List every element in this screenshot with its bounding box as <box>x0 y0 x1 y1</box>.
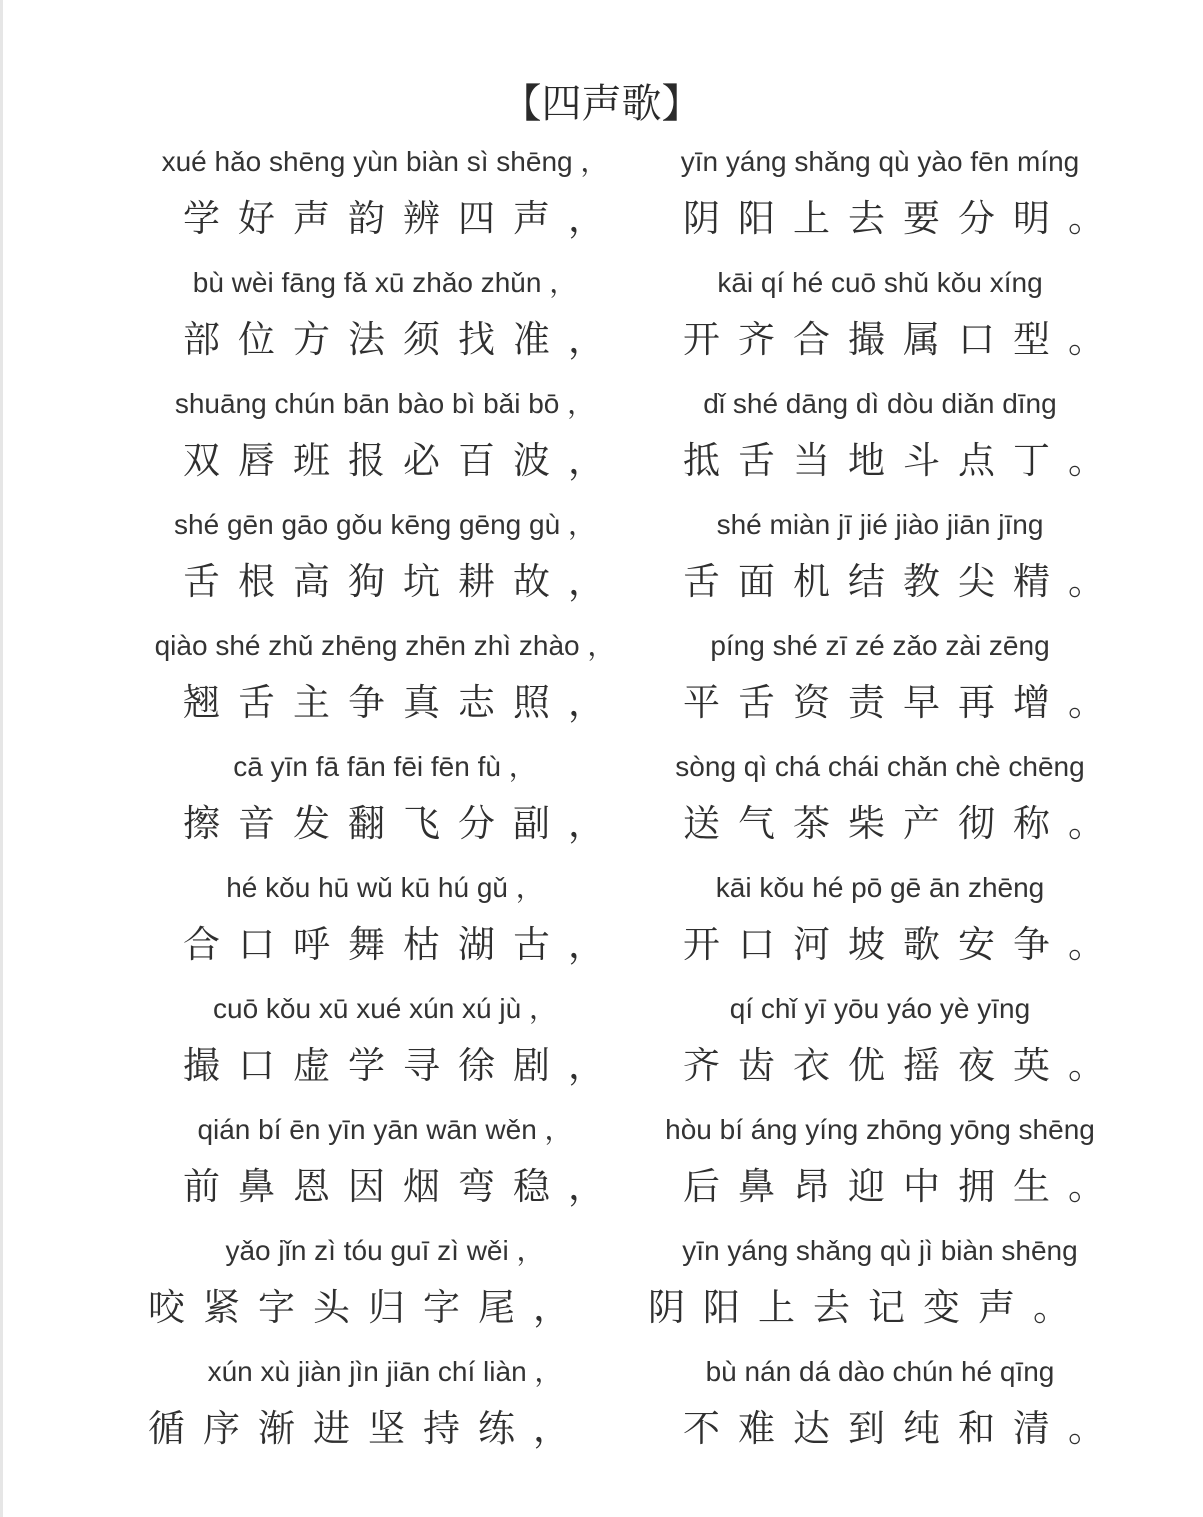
pinyin-left: shé gēn gāo gǒu kēng gēng gù ， <box>174 509 596 540</box>
verse-line <box>0 142 1203 263</box>
pinyin-right: hòu bí áng yíng zhōng yōng shēng <box>665 1114 1095 1145</box>
hanzi-left: 翘舌主争真志照， <box>183 682 623 723</box>
hanzi-left: 撮口虚学寻徐剧， <box>183 1045 623 1086</box>
verse-line <box>0 868 1203 989</box>
pinyin-left: yǎo jǐn zì tóu guī zì wěi ， <box>225 1235 545 1266</box>
pinyin-left: hé kǒu hū wǔ kū hú gǔ ， <box>226 872 544 903</box>
verse-line <box>0 1110 1203 1231</box>
poem-title: 【四声歌】 <box>501 82 702 126</box>
pinyin-right: sòng qì chá chái chǎn chè chēng <box>675 751 1085 782</box>
hanzi-left: 学好声韵辨四声， <box>183 198 623 239</box>
pinyin-right: yīn yáng shǎng qù yào fēn míng <box>680 146 1080 177</box>
hanzi-right: 舌面机结教尖精。 <box>683 561 1123 602</box>
hanzi-left: 擦音发翻飞分副， <box>183 803 623 844</box>
pinyin-left: shuāng chún bān bào bì bǎi bō ， <box>174 388 596 419</box>
pinyin-right: bù nán dá dào chún hé qīng <box>705 1356 1055 1387</box>
hanzi-left: 部位方法须找准， <box>183 319 623 360</box>
pinyin-right: yīn yáng shǎng qù jì biàn shēng <box>682 1235 1078 1266</box>
hanzi-right: 平舌资责早再增。 <box>683 682 1123 723</box>
pinyin-left: qiào shé zhǔ zhēng zhēn zhì zhào ， <box>154 630 616 661</box>
verse-line <box>0 626 1203 747</box>
pinyin-left: xué hǎo shēng yùn biàn sì shēng ， <box>161 146 609 177</box>
pinyin-right: qí chǐ yī yōu yáo yè yīng <box>729 993 1031 1024</box>
hanzi-left: 前鼻恩因烟弯稳， <box>183 1166 623 1207</box>
hanzi-left: 舌根高狗坑耕故， <box>183 561 623 602</box>
hanzi-right: 后鼻昂迎中拥生。 <box>683 1166 1123 1207</box>
verse-line <box>0 384 1203 505</box>
verse-line <box>0 1231 1203 1352</box>
hanzi-right: 抵舌当地斗点丁。 <box>683 440 1123 481</box>
hanzi-right: 送气茶柴产彻称。 <box>683 803 1123 844</box>
verse-line <box>0 505 1203 626</box>
hanzi-right: 开齐合撮属口型。 <box>683 319 1123 360</box>
pinyin-right: dǐ shé dāng dì dòu diǎn dīng <box>703 388 1057 419</box>
hanzi-right: 阴阳上去记变声。 <box>648 1287 1088 1328</box>
hanzi-left: 咬紧字头归字尾， <box>148 1287 588 1328</box>
hanzi-right: 开口河坡歌安争。 <box>683 924 1123 965</box>
hanzi-right: 阴阳上去要分明。 <box>683 198 1123 239</box>
hanzi-right: 不难达到纯和清。 <box>683 1408 1123 1449</box>
pinyin-left: cā yīn fā fān fēi fēn fù ， <box>233 751 537 782</box>
pinyin-right: kāi kǒu hé pō gē ān zhēng <box>715 872 1045 903</box>
verse-line <box>0 1352 1203 1473</box>
hanzi-left: 合口呼舞枯湖古， <box>183 924 623 965</box>
verse-line <box>0 263 1203 384</box>
hanzi-left: 双唇班报必百波， <box>183 440 623 481</box>
pinyin-right: shé miàn jī jié jiào jiān jīng <box>716 509 1044 540</box>
pinyin-left: cuō kǒu xū xué xún xú jù ， <box>213 993 557 1024</box>
verse-line <box>0 989 1203 1110</box>
pinyin-left: bù wèi fāng fǎ xū zhǎo zhǔn ， <box>192 267 578 298</box>
hanzi-left: 循序渐进坚持练， <box>148 1408 588 1449</box>
pinyin-left: xún xù jiàn jìn jiān chí liàn ， <box>207 1356 563 1387</box>
hanzi-right: 齐齿衣优摇夜英。 <box>683 1045 1123 1086</box>
pinyin-right: píng shé zī zé zǎo zài zēng <box>710 630 1050 661</box>
pinyin-left: qián bí ēn yīn yān wān wěn ， <box>197 1114 573 1145</box>
pinyin-right: kāi qí hé cuō shǔ kǒu xíng <box>717 267 1043 298</box>
verse-line <box>0 747 1203 868</box>
